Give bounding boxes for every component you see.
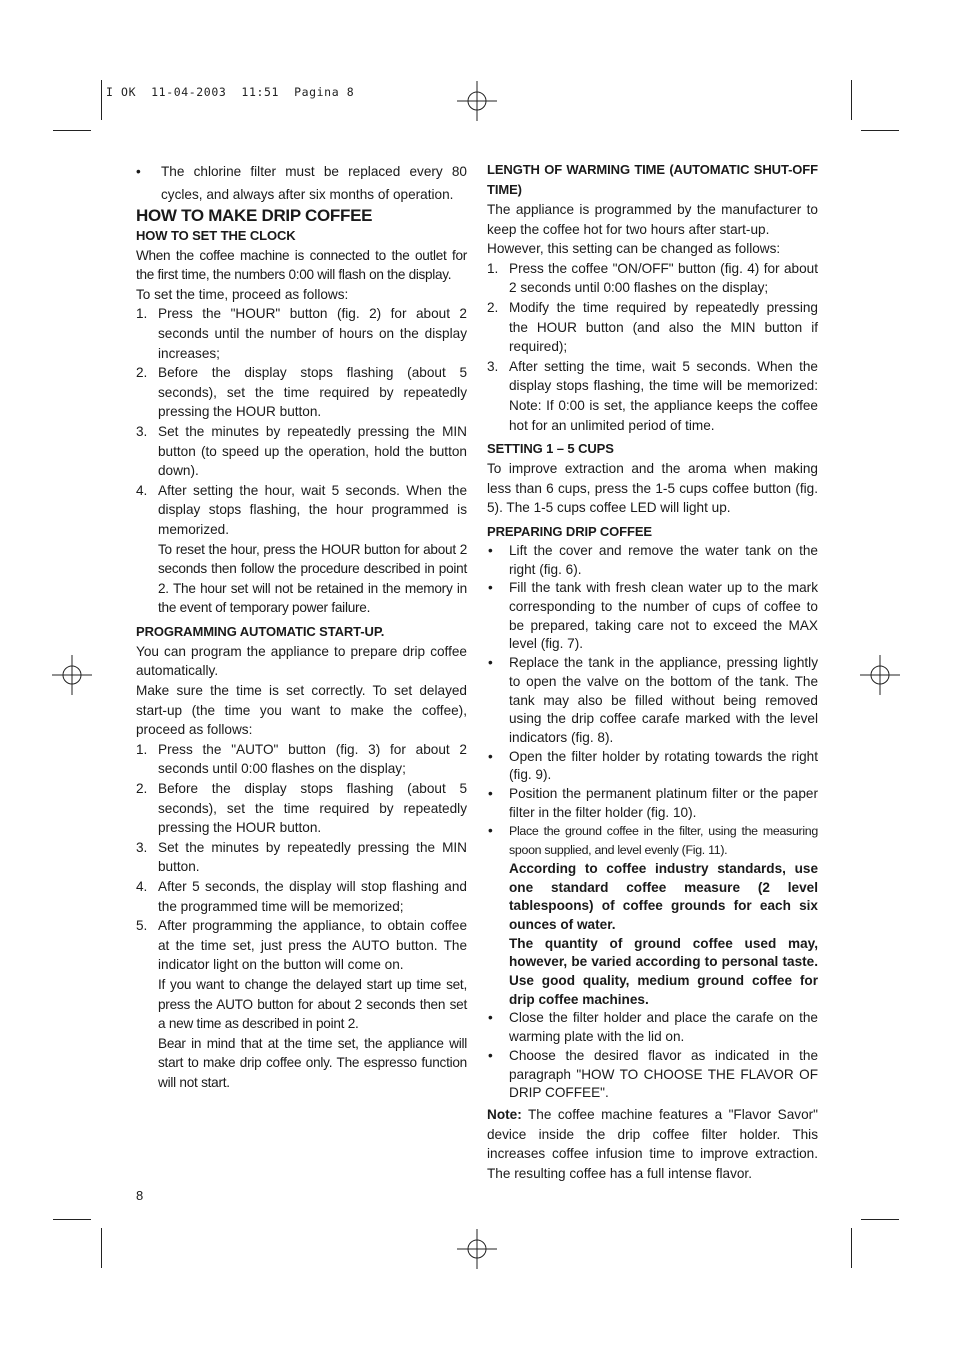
auto-heading: PROGRAMMING AUTOMATIC START-UP. [136,623,385,639]
step-text: Set the minutes by repeatedly pressing the MIN button. [158,839,467,875]
step-note: To reset the hour, press the HOUR button for about 2 seconds then follow the procedure described in point 2. The hour set will not be retained in the memory in the event of temporary power failure. [158,541,467,616]
cups-heading: SETTING 1 – 5 CUPS [487,441,614,457]
crop-mark [101,80,102,120]
section-title: HOW TO MAKE DRIP COFFEE [136,206,373,225]
step-text: Before the display stops flashing (about 5 seconds), set the time required by repeatedly pressing the HOUR button. [158,365,467,420]
clock-heading: HOW TO SET THE CLOCK [136,227,296,243]
bullet-text: Close the filter holder and place the carafe on the warming plate with the lid on. [509,1010,818,1045]
list-item [136,363,467,422]
list-item [487,259,818,298]
list-item [487,654,818,748]
step-text: Press the coffee "ON/OFF" button (fig. 4) for about 2 seconds until 0:00 flashes on the display; [509,260,818,296]
step-text: Press the "HOUR" button (fig. 2) for about 2 seconds until the number of hours on the display increases; [158,306,467,361]
list-item [487,748,818,785]
list-item [487,1047,818,1103]
auto-paragraph-1: You can program the appliance to prepare drip coffee automatically. [136,643,467,679]
step-number: 3. [136,423,148,439]
bullet-icon: • [488,580,493,596]
step-note: Bear in mind that at the time set, the appliance will start to make drip coffee only. The espresso function will not start. [158,1035,467,1090]
step-text: After setting the hour, wait 5 seconds. When the display stops flashing, the hour programmed is memorized. [158,482,467,537]
bullet-icon: • [488,823,493,839]
list-item [136,838,467,877]
step-number: 4. [136,482,148,498]
step-text: Set the minutes by repeatedly pressing the MIN button (to speed up the operation, hold the button down). [158,423,467,479]
step-number: 2. [487,299,499,315]
cups-paragraph: To improve extraction and the aroma when making less than 6 cups, press the 1-5 cups coffee button (fig. 5). The 1-5 cups coffee LED will light up. [487,461,818,516]
crop-mark [861,130,899,131]
step-note: If you want to change the delayed start up time set, press the AUTO button for about 2 seconds then set a new time as described in point 2. [158,976,467,1032]
list-item [487,785,818,822]
right-column [487,160,818,1183]
bullet-text: Choose the desired flavor as indicated in the paragraph "HOW TO CHOOSE THE FLAVOR OF DRIP COFFEE". [509,1047,818,1101]
clock-steps [136,304,467,618]
clock-paragraph-2: To set the time, proceed as follows: [136,286,349,302]
step-text: After 5 seconds, the display will stop flashing and the programmed time will be memorized; [158,879,467,914]
crop-mark [101,1228,102,1268]
step-text: After programming the appliance, to obtain coffee at the time set, just press the AUTO button. The indicator light on the button will come on. [158,918,467,973]
auto-paragraph-2: Make sure the time is set correctly. To set delayed start-up (the time you want to make the coffee), proceed as follows: [136,683,467,738]
registration-mark-icon [457,1229,497,1269]
standard-measure-note: According to coffee industry standards, use one standard coffee measure (2 level tablespoons) of coffee grounds for each six ounces of water. [509,860,818,932]
bullet-icon: • [136,164,141,179]
bullet-icon: • [488,1047,493,1063]
auto-steps [136,740,467,1093]
preparing-steps [487,542,818,1103]
page-number: 8 [136,1188,144,1203]
bullet-text: Position the permanent platinum filter or the paper filter in the filter holder (fig. 10). [509,786,818,820]
left-column [136,160,467,1093]
bullet-text: Lift the cover and remove the water tank on the right (fig. 6). [509,542,818,577]
note-text: The coffee machine features a "Flavor Savor" device inside the drip coffee filter holder. This increases coffee infusion time to improve extraction. The resulting coffee has a full intense flavor. [487,1107,818,1181]
step-number: 3. [487,358,499,374]
list-item [136,877,467,916]
crop-mark [851,1228,852,1268]
step-text: Modify the time required by repeatedly pressing the HOUR button (and also the MIN button if required); [509,299,818,355]
intro-bullet [136,160,467,206]
taste-note: The quantity of ground coffee used may, however, be varied according to personal taste. Use good quality, medium ground coffee for drip coffee machines. [509,935,818,1007]
bullet-text: Replace the tank in the appliance, pressing lightly to open the valve on the bottom of the tank. The tank may also be filled without being removed using the drip coffee carafe marked with the level indicators (fig. 8). [509,655,818,745]
list-item [136,304,467,363]
step-number: 1. [136,741,148,757]
bullet-text: Place the ground coffee in the filter, using the measuring spoon supplied, and level evenly (Fig. 11). [509,824,818,858]
intro-bullet-text: The chlorine filter must be replaced every 80 cycles, and always after six months of operation. [161,164,467,202]
bullet-icon: • [488,655,493,671]
step-text: Press the "AUTO" button (fig. 3) for about 2 seconds until 0:00 flashes on the display; [158,741,467,777]
step-number: 2. [136,781,148,797]
bullet-text: Fill the tank with fresh clean water up to the mark corresponding to the number of cups of coffee to be prepared, taking care not to exceed the MAX level (fig. 7). [509,580,818,652]
list-item [136,740,467,779]
note-label: Note: [487,1107,522,1122]
list-item [487,579,818,654]
warming-paragraph-2: However, this setting can be changed as follows: [487,241,781,257]
list-item [136,779,467,838]
step-number: 5. [136,918,148,934]
list-item [136,422,467,481]
step-text: Before the display stops flashing (about 5 seconds), set the time required by repeatedly pressing the HOUR button. [158,781,467,836]
crop-mark [53,1219,91,1220]
bullet-icon: • [488,542,493,558]
print-header: I OK 11-04-2003 11:51 Pagina 8 [106,85,355,99]
list-item [487,542,818,579]
bullet-icon: • [488,748,493,764]
registration-mark-icon [860,655,900,695]
preparing-heading: PREPARING DRIP COFFEE [487,523,652,539]
step-number: 1. [487,260,499,276]
registration-mark-icon [52,655,92,695]
clock-paragraph-1: When the coffee machine is connected to the outlet for the first time, the numbers 0:00 will flash on the display. [136,247,467,283]
warming-heading: LENGTH OF WARMING TIME (AUTOMATIC SHUT-OFF TIME) [487,162,818,197]
crop-mark [53,130,91,131]
bullet-text: Open the filter holder by rotating towards the right (fig. 9). [509,748,818,783]
list-item [136,481,467,618]
list-item [487,822,818,1009]
list-item [487,357,818,435]
bullet-icon: • [488,786,493,802]
registration-mark-icon [457,81,497,121]
list-item [487,1009,818,1046]
warming-paragraph-1: The appliance is programmed by the manufacturer to keep the coffee hot for two hours after start-up. [487,202,818,237]
step-number: 4. [136,879,148,894]
step-number: 3. [136,839,148,855]
list-item [487,298,818,357]
list-item [136,916,467,1092]
crop-mark [851,80,852,120]
step-text: After setting the time, wait 5 seconds. When the display stops flashing, the time will be memorized: Note: If 0:00 is set, the appliance keeps the coffee hot for an unlimited period of time. [509,358,818,433]
step-number: 2. [136,365,148,381]
step-number: 1. [136,306,148,322]
crop-mark [861,1219,899,1220]
warming-steps [487,259,818,435]
bullet-icon: • [488,1010,493,1026]
flavor-savor-note [487,1105,818,1183]
